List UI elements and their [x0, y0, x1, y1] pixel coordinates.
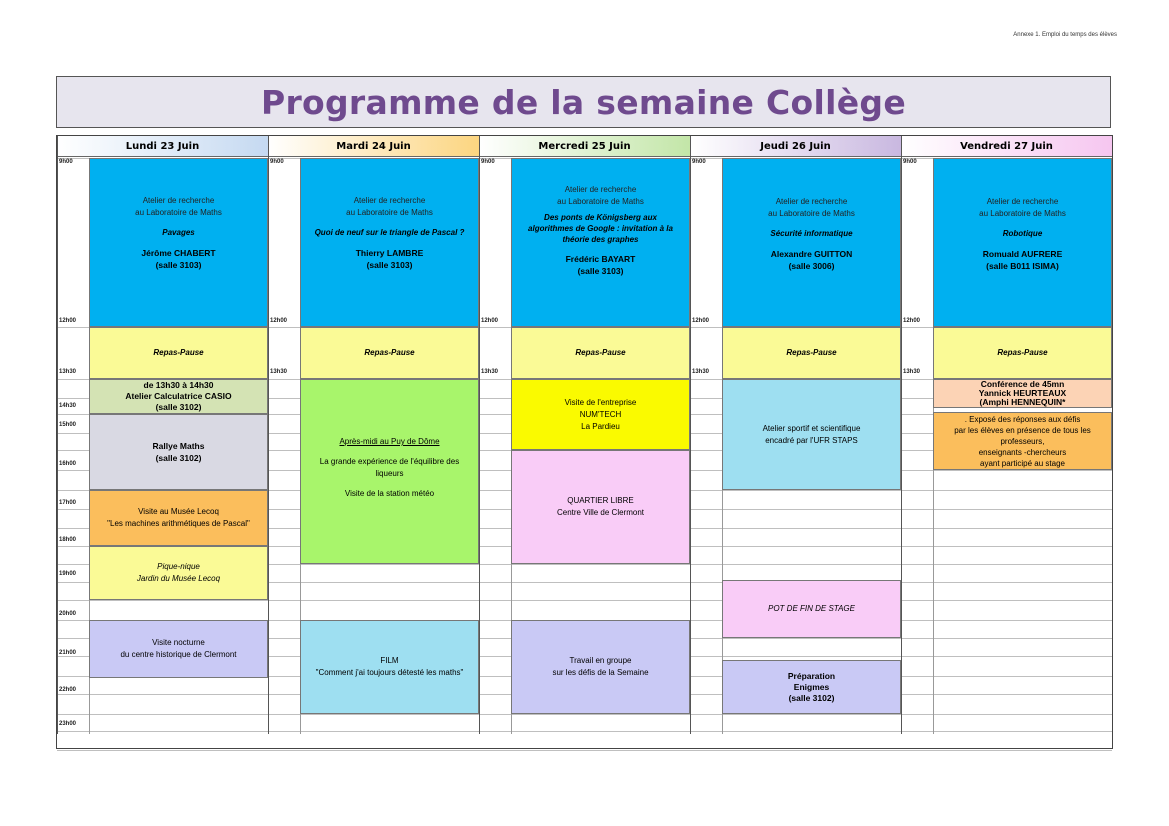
conference-speaker: Yannick HEURTEAUX	[978, 388, 1067, 398]
time-label: 14h30	[59, 403, 77, 409]
day-header-friday: Vendredi 27 Juin	[901, 136, 1112, 157]
mon-picnic	[89, 546, 268, 600]
mon-night-visit	[89, 620, 268, 678]
time-label: 9h00	[59, 159, 73, 165]
riddles-room: (salle 3102)	[788, 692, 835, 703]
afternoon-title: Après-midi au Puy de Dôme	[339, 437, 440, 446]
tue-film	[300, 620, 479, 714]
visit-company: NUM'TECH	[579, 409, 622, 419]
picnic-title: Pique-nique	[157, 562, 200, 571]
time-label: 12h00	[903, 318, 921, 324]
time-label: 9h00	[903, 159, 917, 165]
presentation-line3: professeurs,	[1000, 436, 1045, 446]
time-label: 13h30	[481, 369, 499, 375]
thu-lunch	[722, 327, 901, 379]
speaker-name: Romuald AUFRERE	[982, 249, 1063, 259]
conference-room: (Amphi HENNEQUIN*	[979, 397, 1066, 407]
speaker-name: Alexandre GUITTON	[770, 249, 853, 259]
time-label: 15h00	[59, 422, 77, 428]
grid-row-line	[268, 750, 479, 751]
fri-morning-workshop	[933, 158, 1112, 327]
presentation-line2: par les élèves en présence de tous les	[954, 425, 1091, 435]
mon-casio	[89, 379, 268, 414]
visit-title: Visite de l'entreprise	[564, 397, 637, 407]
lunch-label: Repas-Pause	[997, 348, 1048, 357]
grid-row-line	[57, 750, 268, 751]
riddles-subtitle: Enigmes	[793, 681, 830, 692]
workshop-line2: au Laboratoire de Maths	[135, 208, 222, 217]
rallye-title: Rallye Maths	[152, 441, 205, 451]
riddles-title: Préparation	[787, 670, 836, 681]
workshop-topic: Des ponts de Königsberg aux algorithmes de Google : invitation à la théorie des graphes	[528, 213, 673, 244]
schedule-grid	[56, 135, 1113, 749]
workshop-topic: Quoi de neuf sur le triangle de Pascal ?	[314, 228, 465, 237]
lunch-label: Repas-Pause	[786, 348, 837, 357]
thu-sport-workshop	[722, 379, 901, 490]
lecoq-title: Visite au Musée Lecoq	[138, 507, 219, 516]
mon-lecoq	[89, 490, 268, 546]
film-title: FILM	[380, 656, 399, 665]
wed-company-visit	[511, 379, 690, 450]
time-label: 17h00	[59, 500, 77, 506]
workshop-line1: Atelier de recherche	[353, 196, 426, 205]
afternoon-experience: La grande expérience de l'équilibre des liqueurs	[319, 457, 460, 478]
time-label: 9h00	[270, 159, 284, 165]
rallye-room: (salle 3102)	[155, 453, 202, 463]
presentation-line4: enseignants -chercheurs	[978, 447, 1067, 457]
tue-lunch	[300, 327, 479, 379]
workshop-line1: Atelier de recherche	[986, 197, 1059, 206]
day-column-divider	[268, 136, 269, 734]
sport-title: Atelier sportif et scientifique	[762, 423, 861, 433]
grid-row-line	[479, 750, 690, 751]
tue-puy-de-dome	[300, 379, 479, 564]
time-label: 23h00	[59, 721, 77, 727]
time-label: 22h00	[59, 687, 77, 693]
wed-morning-workshop	[511, 158, 690, 327]
picnic-place: Jardin du Musée Lecoq	[136, 574, 221, 583]
film-subtitle: "Comment j'ai toujours détesté les maths"	[315, 668, 464, 677]
visit-place: La Pardieu	[581, 421, 620, 431]
farewell-title: POT DE FIN DE STAGE	[768, 604, 855, 613]
time-label: 19h00	[59, 571, 77, 577]
thu-riddles	[722, 660, 901, 714]
free-title: QUARTIER LIBRE	[567, 496, 634, 505]
time-label: 13h30	[903, 369, 921, 375]
afternoon-station: Visite de la station météo	[344, 489, 435, 498]
time-label: 13h30	[59, 369, 77, 375]
day-column-divider	[901, 136, 902, 734]
group-work-title: Travail en groupe	[569, 656, 632, 665]
wed-group-work	[511, 620, 690, 714]
wed-lunch	[511, 327, 690, 379]
workshop-topic: Sécurité informatique	[770, 229, 853, 238]
casio-room: (salle 3102)	[155, 402, 202, 412]
mon-morning-workshop	[89, 158, 268, 327]
day-header-tuesday: Mardi 24 Juin	[268, 136, 479, 157]
mon-rallye	[89, 414, 268, 490]
workshop-line2: au Laboratoire de Maths	[346, 208, 433, 217]
tue-morning-workshop	[300, 158, 479, 327]
day-column-divider	[479, 136, 480, 734]
time-label: 12h00	[692, 318, 710, 324]
fri-lunch	[933, 327, 1112, 379]
annex-label: Annexe 1. Emploi du temps des élèves	[1013, 32, 1117, 38]
conference-title: Conférence de 45mn	[980, 379, 1065, 389]
day-header-wednesday: Mercredi 25 Juin	[479, 136, 690, 157]
day-column-divider	[57, 136, 58, 734]
speaker-name: Frédéric BAYART	[565, 254, 636, 264]
time-label: 9h00	[692, 159, 706, 165]
mon-lunch	[89, 327, 268, 379]
time-label: 20h00	[59, 611, 77, 617]
room: (salle B011 ISIMA)	[986, 261, 1059, 271]
day-header-monday: Lundi 23 Juin	[57, 136, 268, 157]
lunch-label: Repas-Pause	[153, 348, 204, 357]
time-label: 12h00	[481, 318, 499, 324]
group-work-subtitle: sur les défis de la Semaine	[552, 668, 649, 677]
workshop-topic: Pavages	[162, 228, 195, 237]
day-header-thursday: Jeudi 26 Juin	[690, 136, 901, 157]
casio-title: Atelier Calculatrice CASIO	[125, 391, 232, 401]
workshop-line1: Atelier de recherche	[564, 185, 637, 194]
time-label: 9h00	[481, 159, 495, 165]
room: (salle 3103)	[155, 260, 202, 270]
time-label: 12h00	[59, 318, 77, 324]
time-label: 16h00	[59, 461, 77, 467]
lecoq-subtitle: "Les machines arithmétiques de Pascal"	[107, 519, 250, 528]
presentation-line1: . Exposé des réponses aux défis	[964, 414, 1081, 424]
grid-row-line	[901, 750, 1112, 751]
workshop-topic: Robotique	[1002, 229, 1043, 238]
room: (salle 3006)	[788, 261, 835, 271]
sport-subtitle: encadré par l'UFR STAPS	[765, 435, 858, 445]
thu-farewell	[722, 580, 901, 638]
fri-presentation	[933, 412, 1112, 470]
workshop-line1: Atelier de recherche	[775, 197, 848, 206]
grid-row-line	[690, 750, 901, 751]
workshop-line2: au Laboratoire de Maths	[557, 197, 644, 206]
room: (salle 3103)	[577, 266, 624, 276]
speaker-name: Thierry LAMBRE	[355, 248, 424, 258]
fri-conference	[933, 379, 1112, 408]
day-column-divider	[690, 136, 691, 734]
time-label: 12h00	[270, 318, 288, 324]
time-label: 18h00	[59, 537, 77, 543]
workshop-line2: au Laboratoire de Maths	[979, 209, 1066, 218]
speaker-name: Jérôme CHABERT	[141, 248, 216, 258]
workshop-line2: au Laboratoire de Maths	[768, 209, 855, 218]
workshop-line1: Atelier de recherche	[142, 196, 215, 205]
lunch-label: Repas-Pause	[575, 348, 626, 357]
lunch-label: Repas-Pause	[364, 348, 415, 357]
night-visit-title: Visite nocturne	[152, 638, 205, 647]
free-place: Centre Ville de Clermont	[556, 508, 644, 517]
wed-free-time	[511, 450, 690, 564]
casio-time: de 13h30 à 14h30	[143, 380, 214, 390]
time-label: 13h30	[270, 369, 288, 375]
night-visit-place: du centre historique de Clermont	[120, 650, 237, 659]
page-title: Programme de la semaine Collège	[260, 82, 907, 122]
room: (salle 3103)	[366, 260, 413, 270]
presentation-line5: ayant participé au stage	[980, 458, 1065, 468]
thu-morning-workshop	[722, 158, 901, 327]
title-banner	[56, 76, 1111, 128]
time-label: 21h00	[59, 650, 77, 656]
time-label: 13h30	[692, 369, 710, 375]
